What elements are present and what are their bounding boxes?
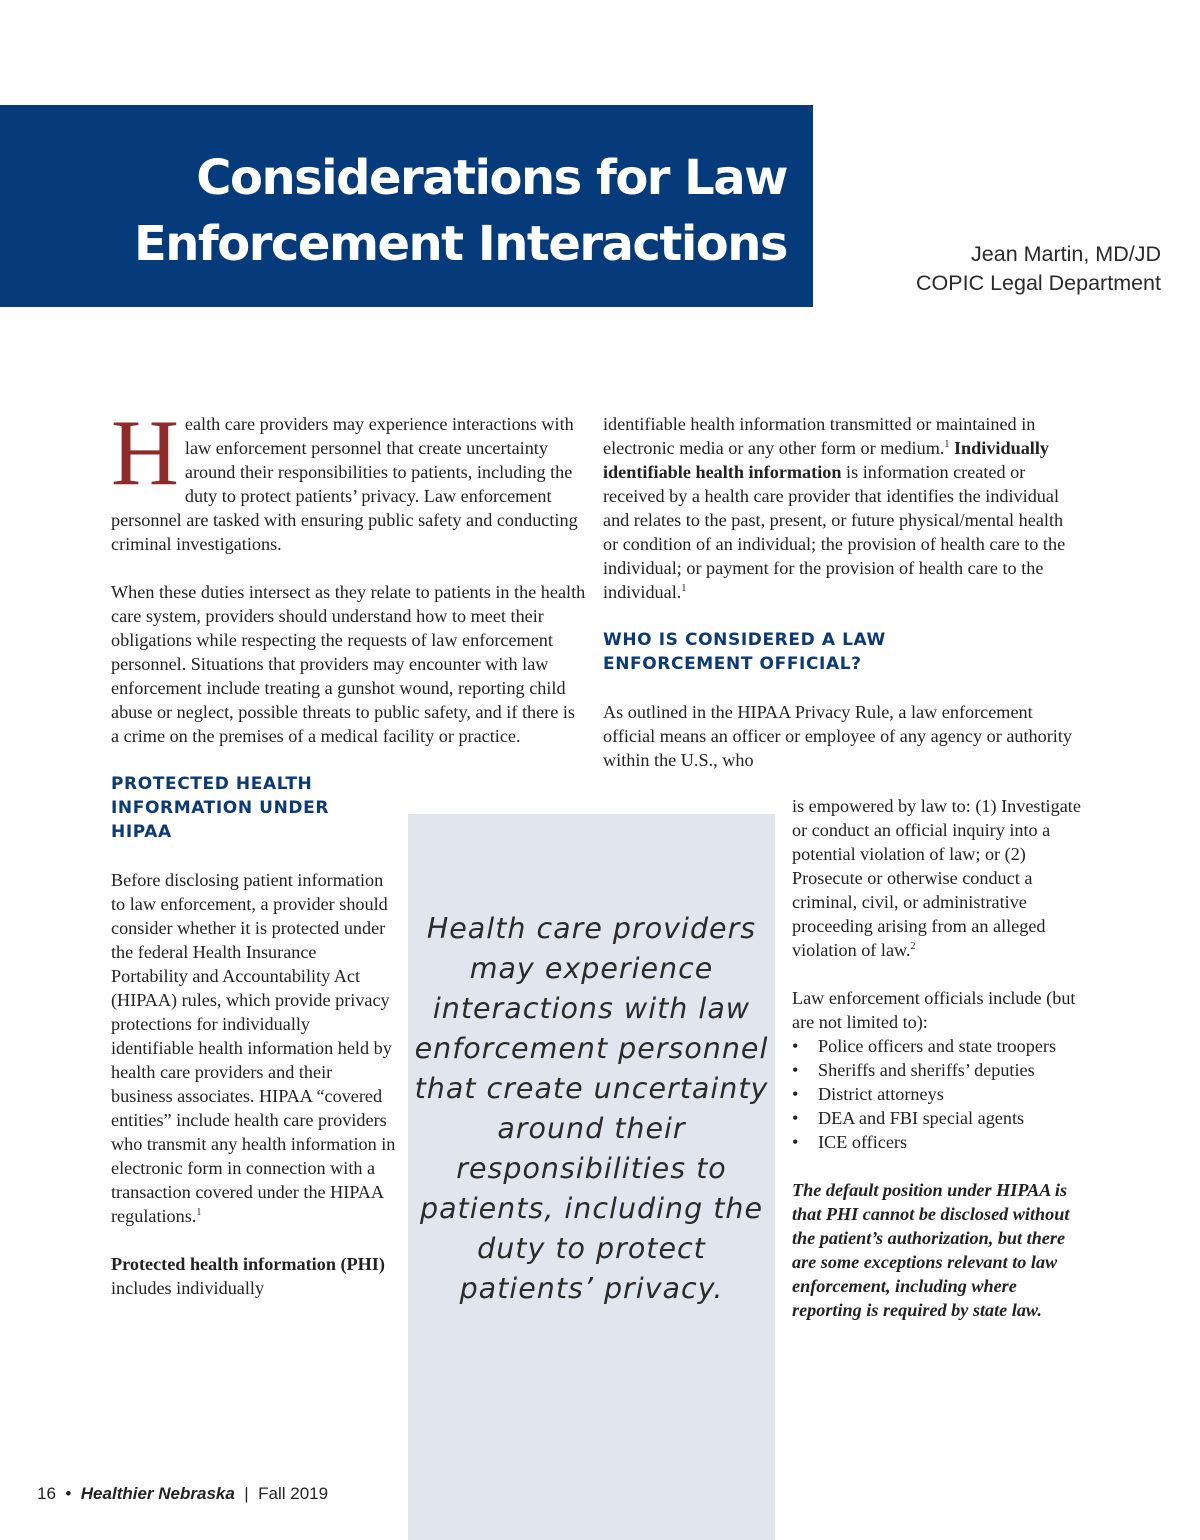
title-line-2: Enforcement Interactions (133, 216, 787, 272)
page-number: 16 (37, 1484, 56, 1503)
issue-label: Fall 2019 (258, 1484, 329, 1503)
paragraph-3-text: Before disclosing patient information to law enforcement, a provider should consider whether it is protected under the federal Health Insurance Portability and Accountability Act (HIPAA) rules, which provide privacy protections for individually identifiable health information held by health care providers and their business associates. HIPAA “covered entities” include health care providers who transmit any health information in electronic form in connection with a transaction covered under the HIPAA regulations. (111, 870, 396, 1226)
heading-line: WHO IS CONSIDERED A LAW (603, 630, 886, 650)
iihi-term: Individually identifiable health information (603, 438, 1049, 482)
paragraph-5-start: identifiable health information transmitted or maintained in electronic media or any other form or medium. (603, 414, 1036, 458)
list-item: • Police officers and state troopers (792, 1034, 1084, 1058)
drop-cap: H (111, 401, 179, 505)
footnote-ref: 2 (910, 941, 916, 952)
paragraph-4-text: includes individually (111, 1278, 265, 1298)
paragraph-4 (111, 1252, 396, 1300)
article-title (134, 145, 787, 277)
magazine-name: Healthier Nebraska (80, 1484, 235, 1503)
section-heading-official (603, 628, 1078, 676)
heading-line: PROTECTED HEALTH (111, 774, 313, 794)
phi-term: Protected health information (PHI) (111, 1254, 385, 1274)
title-line-1: Considerations for Law (196, 150, 787, 206)
column-2 (603, 412, 1078, 772)
list-item: • DEA and FBI special agents (792, 1106, 1084, 1130)
paragraph-5-rest: is information created or received by a health care provider that identifies the individual and relates to the past, present, or future physical/mental health or condition of an individual; the provision of health care to the individual; or payment for the provision of health care to the individual. (603, 462, 1066, 602)
heading-line: HIPAA (111, 822, 172, 842)
footnote-ref: 1 (196, 1207, 202, 1218)
list-item: • District attorneys (792, 1082, 1084, 1106)
paragraph-3 (111, 868, 396, 1228)
officials-list (792, 1034, 1084, 1154)
footer-separator: | (244, 1484, 249, 1503)
column-3 (792, 794, 1084, 1322)
paragraph-2: When these duties intersect as they relate to patients in the health care system, providers should understand how to meet their obligations while respecting the requests of law enforcement personnel. Situations that providers may encounter with law enforcement include treating a gunshot wound, reporting child abuse or neglect, possible threats to public safety, and if there is a crime on the premises of a medical facility or practice. (111, 582, 586, 746)
author-affiliation: COPIC Legal Department (916, 271, 1161, 295)
footnote-ref: 1 (681, 583, 687, 594)
footnote-ref: 1 (944, 439, 950, 450)
callout-text: The default position under HIPAA is that PHI cannot be disclosed without the patient’s authorization, but there are some exceptions relevant to law enforcement, including where reporting is required by state law. (792, 1180, 1070, 1320)
paragraph-8: Law enforcement officials include (but are not limited to): (792, 988, 1076, 1032)
paragraph-7 (792, 794, 1084, 962)
section-heading-phi (111, 772, 396, 844)
heading-line: ENFORCEMENT OFFICIAL? (603, 654, 862, 674)
title-band (0, 105, 813, 307)
footer-bullet: • (65, 1484, 72, 1503)
pull-quote: Health care providers may experience interactions with law enforcement personnel that create uncertainty around their responsibilities to patients, including the duty to protect patients’ privacy. (414, 912, 769, 1305)
intro-text: ealth care providers may experience interactions with law enforcement personnel that create uncertainty around their responsibilities to patients, including the duty to protect patients’ privacy. Law enforcement personnel are tasked with ensuring public safety and conducting criminal investigations. (111, 414, 578, 554)
byline (916, 240, 1161, 298)
paragraph-5 (603, 412, 1078, 604)
author-name: Jean Martin, MD/JD (971, 242, 1161, 266)
paragraph-6: As outlined in the HIPAA Privacy Rule, a law enforcement official means an officer or employee of any agency or authority within the U.S., who (603, 702, 1072, 770)
intro-paragraph (111, 401, 586, 556)
heading-line: INFORMATION UNDER (111, 798, 330, 818)
list-item: • Sheriffs and sheriffs’ deputies (792, 1058, 1084, 1082)
page-footer (37, 1484, 328, 1504)
column-1 (111, 401, 586, 1300)
list-item: • ICE officers (792, 1130, 1084, 1154)
paragraph-7-text: is empowered by law to: (1) Investigate or conduct an official inquiry into a potential violation of law; or (2) Prosecute or otherwise conduct a criminal, civil, or administrative proceeding arising from an alleged violation of law. (792, 796, 1081, 960)
